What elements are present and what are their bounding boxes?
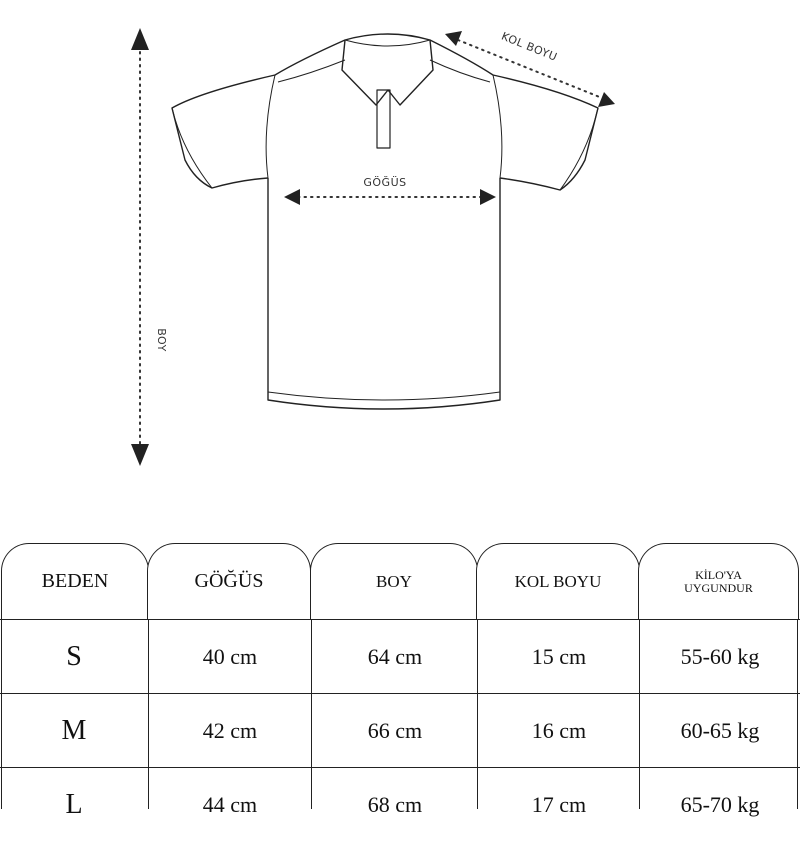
table-row — [0, 619, 800, 693]
polo-shirt-outline — [172, 34, 598, 409]
column-divider — [639, 619, 640, 809]
cell-gogus: 44 cm — [202, 792, 258, 817]
cell-kol: 15 cm — [531, 644, 587, 669]
boy-label: BOY — [155, 328, 168, 352]
header-beden-text: BEDEN — [41, 570, 109, 592]
gogus-label: GÖĞÜS — [363, 176, 407, 189]
gogus-measure-arrow — [284, 189, 496, 205]
boy-measure-arrow — [131, 28, 149, 466]
table-row — [0, 693, 800, 767]
cell-boy: 68 cm — [367, 792, 423, 817]
cell-boy: 64 cm — [367, 644, 423, 669]
table-border-right — [797, 619, 798, 809]
header-kol-boyu-text: KOL BOYU — [514, 571, 602, 591]
header-boy — [310, 543, 478, 619]
cell-kilo: 65-70 kg — [680, 792, 760, 817]
cell-kol: 16 cm — [531, 718, 587, 743]
table-border-left — [1, 619, 2, 809]
cell-size: M — [61, 715, 87, 746]
column-divider — [148, 619, 149, 809]
cell-size: L — [65, 789, 83, 820]
header-kilo-line2: UYGUNDUR — [684, 580, 753, 595]
cell-kilo: 60-65 kg — [680, 718, 760, 743]
header-kilo — [638, 543, 799, 619]
size-chart-table — [0, 543, 800, 820]
column-divider — [477, 619, 478, 809]
cell-size: S — [66, 641, 82, 672]
cell-gogus: 42 cm — [202, 718, 258, 743]
table-row — [0, 767, 800, 841]
header-gogus-text: GÖĞÜS — [194, 570, 264, 592]
table-header-row — [0, 543, 800, 619]
cell-gogus: 40 cm — [202, 644, 258, 669]
header-kilo-line1: KİLO'YA — [695, 567, 742, 582]
cell-kilo: 55-60 kg — [680, 644, 760, 669]
kol-boyu-label: KOL BOYU — [499, 29, 560, 64]
cell-kol: 17 cm — [531, 792, 587, 817]
header-kol-boyu — [476, 543, 640, 619]
cell-boy: 66 cm — [367, 718, 423, 743]
header-gogus — [147, 543, 311, 619]
header-beden — [1, 543, 149, 619]
header-boy-text: BOY — [376, 571, 412, 591]
column-divider — [311, 619, 312, 809]
